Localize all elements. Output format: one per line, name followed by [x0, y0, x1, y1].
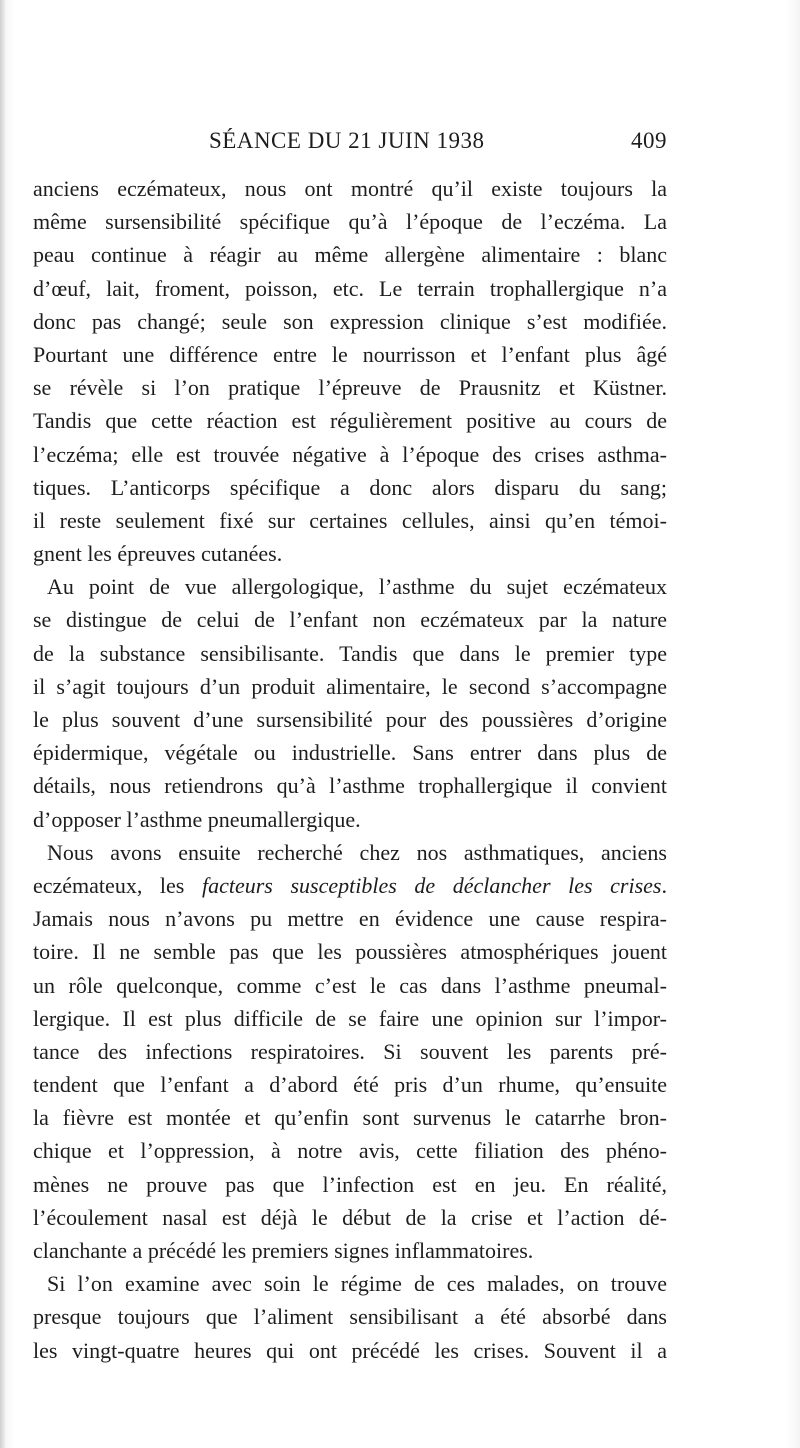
text-line: d’œuf, lait, froment, poisson, etc. Le terrain trophallergique n’a	[33, 275, 667, 301]
text-line: de la substance sensibilisante. Tandis que dans le premier type	[33, 640, 667, 666]
text-line: il reste seulement fixé sur certaines cellules, ainsi qu’en témoi-	[33, 507, 667, 533]
text-line: lergique. Il est plus difficile de se faire une opinion sur l’impor-	[33, 1005, 667, 1031]
text-line: donc pas changé; seule son expression clinique s’est modifiée.	[33, 308, 667, 334]
text-line: l’écoulement nasal est déjà le début de la crise et l’action dé-	[33, 1204, 667, 1230]
text-line: chique et l’oppression, à notre avis, cette filiation des phéno-	[33, 1138, 667, 1164]
text-line: se révèle si l’on pratique l’épreuve de Prausnitz et Küstner.	[33, 375, 667, 401]
paragraph-1	[33, 172, 667, 570]
text-line: un rôle quelconque, comme c’est le cas dans l’asthme pneumal-	[33, 972, 667, 998]
text-line: Au point de vue allergologique, l’asthme du sujet eczémateux	[47, 574, 667, 600]
text-line: le plus souvent d’une sursensibilité pour des poussières d’origine	[33, 707, 667, 732]
text-line: Pourtant une différence entre le nourrisson et l’enfant plus âgé	[33, 341, 667, 367]
text-line: même sursensibilité spécifique qu’à l’époque de l’eczéma. La	[33, 209, 667, 235]
text-line: gnent les épreuves cutanées.	[33, 541, 283, 567]
text-line-with-italic	[33, 869, 667, 902]
text-line: il s’agit toujours d’un produit alimentaire, le second s’accompagne	[33, 673, 667, 699]
text-line: tance des infections respiratoires. Si souvent les parents pré-	[33, 1038, 667, 1064]
paragraph-3	[33, 836, 667, 1267]
text-line: anciens eczémateux, nous ont montré qu’il existe toujours la	[33, 176, 667, 201]
text-run: eczémateux, les	[33, 872, 202, 898]
page-number: 409	[631, 128, 667, 153]
text-line: Jamais nous n’avons pu mettre en évidence une cause respira-	[33, 906, 667, 932]
text-line: presque toujours que l’aliment sensibilisant a été absorbé dans	[33, 1304, 667, 1330]
text-line: les vingt-quatre heures qui ont précédé les crises. Souvent il a	[33, 1337, 667, 1363]
text-line: Nous avons ensuite recherché chez nos asthmatiques, anciens	[47, 839, 667, 865]
italic-phrase: facteurs susceptibles de déclancher les crises	[201, 872, 662, 898]
body-text	[33, 172, 667, 1367]
text-line: mènes ne prouve pas que l’infection est en jeu. En réalité,	[33, 1171, 667, 1197]
text-line: détails, nous retiendrons qu’à l’asthme trophallergique il convient	[33, 773, 667, 799]
text-line: clanchante a précédé les premiers signes inflammatoires.	[33, 1238, 534, 1263]
text-line: Tandis que cette réaction est régulièrement positive au cours de	[33, 408, 667, 434]
text-run: .	[661, 872, 667, 898]
text-line: la fièvre est montée et qu’enfin sont survenus le catarrhe bron-	[33, 1105, 667, 1131]
paragraph-4	[33, 1267, 667, 1367]
text-line: Si l’on examine avec soin le régime de ces malades, on trouve	[47, 1271, 667, 1297]
paragraph-2	[33, 570, 667, 836]
text-line: se distingue de celui de l’enfant non eczémateux par la nature	[33, 607, 667, 633]
text-line: l’eczéma; elle est trouvée négative à l’époque des crises asthma-	[33, 441, 667, 467]
binding-shadow	[0, 0, 6, 1448]
text-line: toire. Il ne semble pas que les poussières atmosphériques jouent	[33, 939, 667, 965]
text-line: tiques. L’anticorps spécifique a donc alors disparu du sang;	[33, 474, 667, 500]
text-line: d’opposer l’asthme pneumallergique.	[33, 806, 361, 832]
text-line: tendent que l’enfant a d’abord été pris d’un rhume, qu’ensuite	[33, 1072, 667, 1098]
text-line: peau continue à réagir au même allergène alimentaire : blanc	[33, 242, 667, 268]
running-head	[33, 128, 667, 162]
text-line: épidermique, végétale ou industrielle. Sans entrer dans plus de	[33, 740, 667, 766]
running-title: SÉANCE DU 21 JUIN 1938	[209, 128, 485, 153]
